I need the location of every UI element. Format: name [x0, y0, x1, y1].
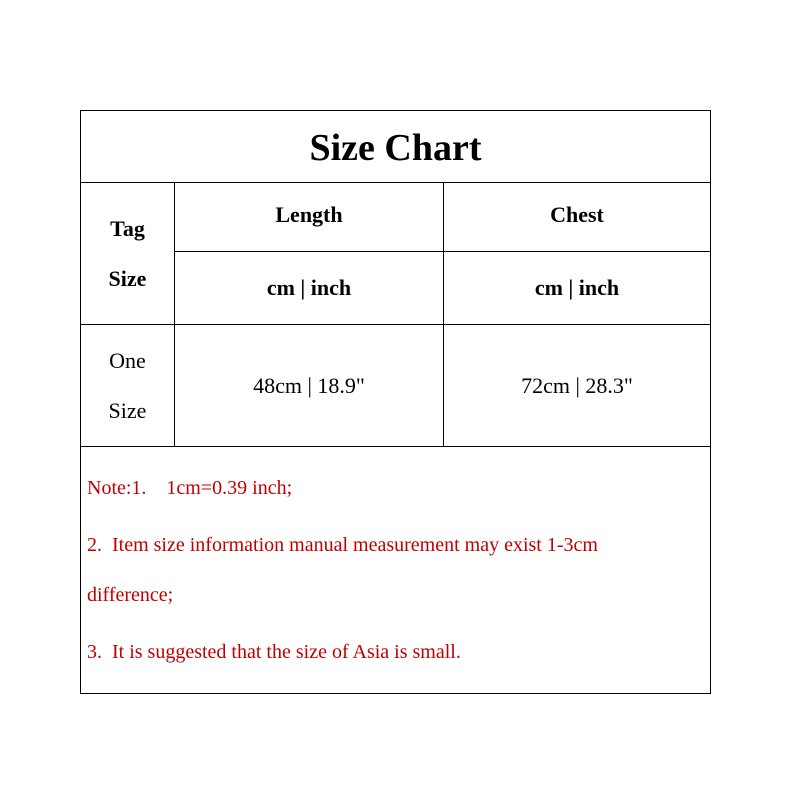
length-value: [175, 325, 443, 446]
size-value-line1: One: [109, 347, 146, 373]
chest-value-text: 72cm | 28.3": [521, 372, 633, 398]
chest-unit: [444, 252, 710, 324]
note-line-1: Note:1. 1cm=0.39 inch;: [87, 477, 293, 499]
size-label: Size: [108, 265, 147, 291]
length-label: Length: [275, 202, 343, 227]
length-unit: [175, 252, 443, 324]
title-row: [81, 111, 710, 183]
chest-header: [444, 183, 710, 251]
length-header: [175, 183, 443, 251]
size-chart-table: [80, 110, 711, 694]
divider: [81, 446, 710, 447]
chest-label: Chest: [550, 202, 604, 227]
length-unit-label: cm | inch: [266, 275, 352, 300]
note-line-4: 3. It is suggested that the size of Asia is small.: [87, 641, 461, 663]
size-value-line2: Size: [108, 397, 147, 423]
tag-size-header: [81, 183, 174, 324]
tag-label: Tag: [110, 215, 145, 241]
note-line-3: difference;: [87, 584, 174, 606]
chest-unit-label: cm | inch: [534, 275, 620, 300]
page-title: Size Chart: [309, 126, 482, 169]
length-value-text: 48cm | 18.9": [253, 372, 365, 398]
size-cell: [81, 325, 174, 446]
chest-value: [444, 325, 710, 446]
note-line-2: 2. Item size information manual measurement may exist 1-3cm: [87, 534, 598, 556]
